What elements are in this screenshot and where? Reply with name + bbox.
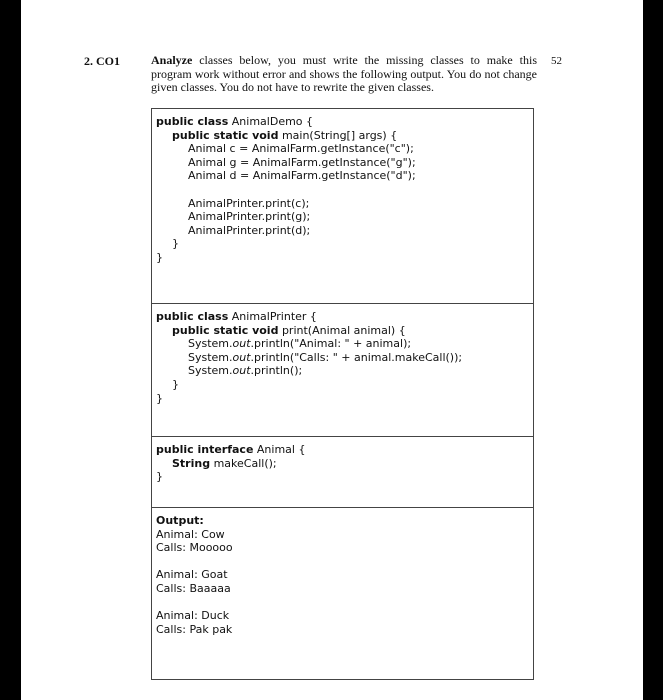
output-cell — [152, 508, 533, 679]
output-line: Animal: Cow — [156, 527, 225, 541]
code-keyword: public static void — [172, 128, 279, 142]
code-line — [156, 443, 529, 457]
code-keyword: public class — [156, 115, 229, 128]
code-text: .println("Animal: " + animal); — [250, 337, 412, 351]
code-line — [156, 324, 529, 338]
code-text: System. — [188, 364, 233, 378]
code-italic: out — [232, 350, 251, 364]
code-line: AnimalPrinter.print(c); — [188, 196, 310, 210]
output-line: Animal: Goat — [156, 568, 228, 582]
blank-line — [156, 183, 529, 197]
code-line: Animal c = AnimalFarm.getInstance("c"); — [188, 142, 414, 156]
animal-interface-cell — [152, 437, 533, 508]
code-line: Animal d = AnimalFarm.getInstance("d"); — [188, 169, 416, 183]
code-line: Animal g = AnimalFarm.getInstance("g"); — [188, 155, 416, 169]
code-keyword: String — [172, 456, 211, 470]
output-line: Calls: Mooooo — [156, 541, 233, 555]
code-line — [156, 457, 529, 471]
code-line: AnimalPrinter.print(g); — [188, 210, 311, 224]
code-keyword: public class — [156, 310, 229, 323]
code-italic: out — [232, 337, 251, 351]
output-line — [156, 596, 529, 610]
output-line: Calls: Pak pak — [156, 622, 233, 636]
prompt-bold-word: Analyze — [151, 53, 193, 67]
code-line: } — [172, 377, 179, 391]
code-line — [156, 351, 529, 365]
code-line — [156, 115, 529, 129]
code-line — [156, 129, 529, 143]
document-page — [21, 0, 643, 700]
code-keyword: public interface — [156, 443, 254, 456]
code-text: AnimalPrinter { — [228, 310, 317, 323]
output-line: Calls: Baaaaa — [156, 581, 231, 595]
code-keyword: public static void — [172, 323, 279, 337]
code-text: System. — [188, 337, 233, 351]
code-text: main(String[] args) { — [278, 128, 398, 142]
code-line — [156, 364, 529, 378]
code-line: AnimalPrinter.print(d); — [188, 223, 311, 237]
code-text: makeCall(); — [210, 456, 277, 470]
code-line: } — [172, 237, 179, 251]
code-text: Animal { — [253, 443, 306, 456]
code-line: } — [156, 391, 163, 405]
code-line: } — [156, 250, 163, 264]
output-line: Animal: Duck — [156, 609, 230, 623]
question-number: 2. CO1 — [84, 54, 120, 68]
animal-printer-cell — [152, 304, 533, 437]
output-title: Output: — [156, 514, 204, 527]
code-text: AnimalDemo { — [228, 115, 314, 128]
output-line — [156, 555, 529, 569]
code-line: } — [156, 470, 163, 484]
code-text: .println(); — [250, 364, 303, 378]
code-text: System. — [188, 350, 233, 364]
question-prompt — [151, 54, 537, 95]
code-table — [151, 108, 534, 680]
code-italic: out — [232, 364, 251, 378]
animal-demo-cell — [152, 109, 533, 304]
code-line — [156, 337, 529, 351]
question-points: 52 — [551, 55, 562, 67]
code-text: .println("Calls: " + animal.makeCall()); — [250, 350, 463, 364]
prompt-text: classes below, you must write the missing classes to make this program work without error and shows the following output. You do not change given classes. You do not have to rewrite the given classes. — [151, 53, 537, 94]
code-text: print(Animal animal) { — [278, 323, 406, 337]
code-line — [156, 310, 529, 324]
